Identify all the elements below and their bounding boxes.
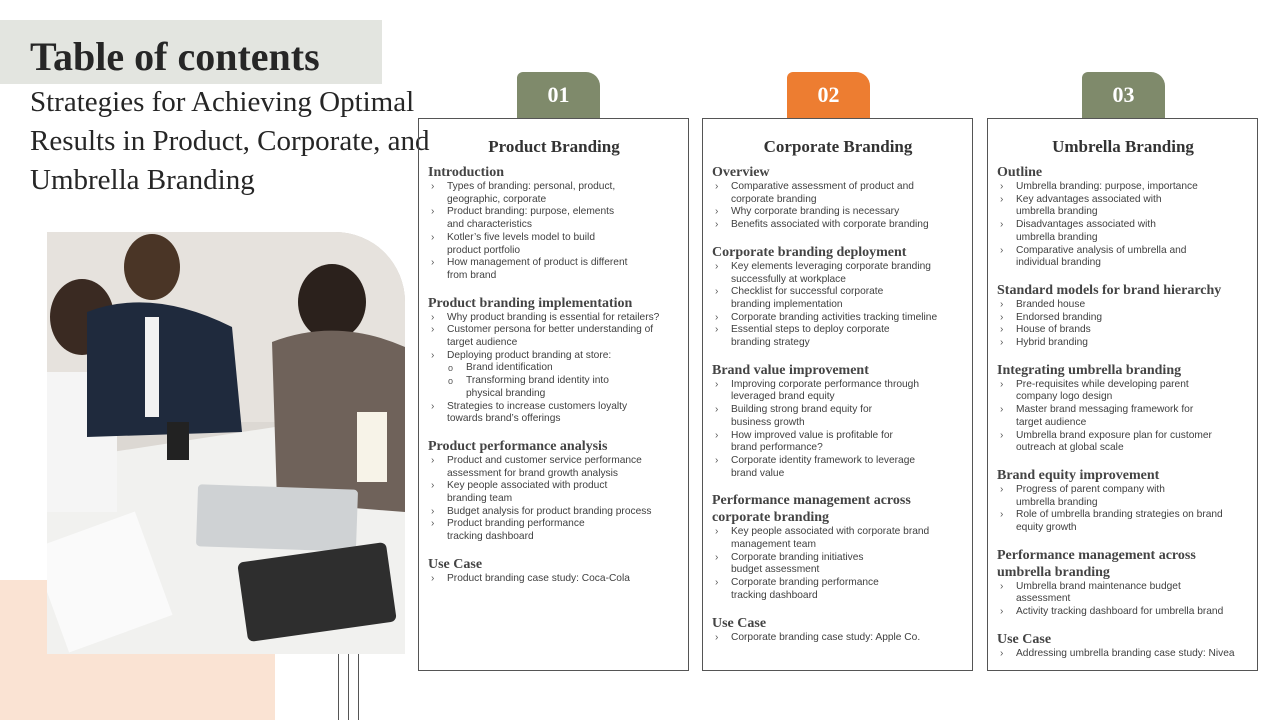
sub-list-item: o Transforming brand identity into physical branding (448, 375, 609, 399)
list-item: › Pre-requisites while developing parent company logo design (1000, 378, 1189, 403)
chevron-right-icon: › (431, 349, 435, 361)
list-item: › How improved value is profitable for brand performance? (715, 429, 893, 454)
list-item: › Product and customer service performance assessment for brand growth analysis (431, 454, 642, 479)
team-meeting-photo (47, 232, 405, 654)
chevron-right-icon: › (431, 206, 435, 218)
column-title: Product Branding (488, 137, 620, 156)
chevron-right-icon: › (431, 231, 435, 243)
chevron-right-icon: › (715, 404, 719, 416)
chevron-right-icon: › (1000, 298, 1004, 310)
section-performance-management-umbrella (997, 547, 1249, 619)
list-item: › Essential steps to deploy corporate branding strategy (715, 324, 890, 349)
section-title: Performance management across umbrella branding (997, 547, 1196, 580)
list-item: › Product branding: purpose, elements and characteristics (431, 206, 615, 231)
section-performance-management-corporate (712, 492, 964, 602)
section-title: Integrating umbrella branding (997, 362, 1182, 378)
column-corporate-branding (702, 118, 973, 671)
chevron-right-icon: › (431, 257, 435, 269)
list-item: › Branded house (1000, 298, 1086, 310)
section-title: Use Case (997, 631, 1052, 647)
chevron-right-icon: › (715, 429, 719, 441)
tab-01 (517, 72, 600, 118)
list-item: › Comparative analysis of umbrella and individual branding (1000, 244, 1187, 269)
list-item: › Umbrella branding: purpose, importance (1000, 181, 1198, 192)
page-subtitle: Strategies for Achieving Optimal Results in Product, Corporate, and Umbrella Branding (30, 86, 430, 196)
chevron-right-icon: › (431, 311, 435, 323)
section-title: Corporate branding deployment (712, 244, 907, 260)
chevron-right-icon: › (431, 181, 435, 192)
chevron-right-icon: › (715, 206, 719, 218)
section-title: Use Case (428, 556, 483, 572)
tab-number: 01 (547, 82, 570, 107)
section-title: Standard models for brand hierarchy (997, 282, 1222, 298)
list-item: › Umbrella brand maintenance budget assessment (1000, 580, 1181, 605)
section-title: Brand value improvement (712, 362, 869, 378)
chevron-right-icon: › (715, 311, 719, 323)
section-use-case (997, 631, 1249, 661)
list-item: › Improving corporate performance through leveraged brand equity (715, 378, 920, 403)
list-item: › How management of product is different from brand (431, 257, 628, 281)
section-overview (712, 164, 964, 232)
list-item: › Activity tracking dashboard for umbrella brand (1000, 606, 1224, 618)
chevron-right-icon: › (1000, 647, 1004, 659)
column-title: Umbrella Branding (1052, 137, 1194, 156)
list-item: › Progress of parent company with umbrella branding (1000, 483, 1165, 508)
list-item: › Product branding case study: Coca-Cola (431, 572, 630, 584)
chevron-right-icon: › (431, 505, 435, 517)
chevron-right-icon: › (1000, 509, 1004, 521)
chevron-right-icon: › (1000, 311, 1004, 323)
list-item: › Corporate branding performance tracking dashboard (715, 577, 879, 601)
chevron-right-icon: › (715, 181, 719, 192)
tab-number: 02 (817, 82, 840, 107)
list-item: › Key people associated with corporate brand management team (715, 526, 930, 551)
list-item: › Why product branding is essential for retailers? (431, 311, 660, 323)
chevron-right-icon: › (715, 286, 719, 298)
section-brand-value-improvement (712, 362, 964, 481)
list-item: › Corporate identity framework to leverage brand value (715, 454, 916, 479)
chevron-right-icon: › (715, 454, 719, 466)
chevron-right-icon: › (715, 324, 719, 336)
list-item: › Corporate branding activities tracking timeline (715, 311, 938, 323)
chevron-right-icon: › (715, 260, 719, 272)
section-integrating-umbrella (997, 362, 1249, 455)
tab-02 (787, 72, 870, 118)
list-item: › Key advantages associated with umbrella branding (1000, 193, 1162, 218)
section-use-case (712, 615, 964, 645)
section-title: Brand equity improvement (997, 467, 1160, 483)
tab-03 (1082, 72, 1165, 118)
list-item: › Corporate branding initiatives budget assessment (715, 551, 864, 576)
section-title: Overview (712, 165, 770, 180)
list-item: › Budget analysis for product branding process (431, 505, 652, 517)
chevron-right-icon: › (431, 572, 435, 584)
chevron-right-icon: › (1000, 244, 1004, 256)
section-introduction (428, 164, 680, 283)
chevron-right-icon: › (715, 577, 719, 589)
list-item: › Umbrella brand exposure plan for customer outreach at global scale (1000, 429, 1212, 454)
list-item: › Deploying product branding at store: o Brand identification o Transforming brand identity into physical branding (428, 350, 680, 401)
list-item: › Corporate branding case study: Apple Co. (715, 631, 921, 643)
list-item: › Disadvantages associated with umbrella branding (1000, 219, 1156, 243)
circle-bullet-icon: o (448, 376, 454, 387)
chevron-right-icon: › (431, 480, 435, 492)
column-product-branding (418, 118, 689, 671)
section-corporate-branding-deployment (712, 244, 964, 350)
chevron-right-icon: › (715, 219, 719, 231)
section-use-case (428, 556, 680, 586)
list-item: › Key people associated with product branding team (431, 480, 608, 505)
page-title: Table of contents (30, 34, 320, 79)
list-item: › Types of branding: personal, product, geographic, corporate (431, 181, 616, 205)
decorative-lines (338, 652, 362, 720)
section-product-performance-analysis (428, 438, 680, 544)
section-title: Performance management across corporate branding (712, 493, 911, 526)
section-title: Use Case (712, 615, 767, 631)
chevron-right-icon: › (431, 400, 435, 412)
list-item: › Checklist for successful corporate branding implementation (715, 286, 884, 310)
section-title: Outline (997, 165, 1043, 180)
list-item: › Addressing umbrella branding case study: Nivea (1000, 647, 1235, 659)
circle-bullet-icon: o (448, 363, 454, 374)
chevron-right-icon: › (1000, 193, 1004, 205)
list-item: › Product branding performance tracking dashboard (431, 518, 585, 543)
list-item: › Strategies to increase customers loyalty towards brand’s offerings (431, 400, 628, 425)
chevron-right-icon: › (715, 551, 719, 563)
sub-list-item: o Brand identification (448, 362, 553, 374)
list-item: › Comparative assessment of product and corporate branding (715, 181, 914, 205)
section-title: Introduction (428, 165, 504, 180)
chevron-right-icon: › (715, 378, 719, 390)
chevron-right-icon: › (1000, 219, 1004, 231)
column-umbrella-branding (987, 118, 1258, 671)
list-item: › Why corporate branding is necessary (715, 206, 900, 218)
chevron-right-icon: › (431, 324, 435, 336)
chevron-right-icon: › (715, 631, 719, 643)
section-standard-models (997, 282, 1249, 350)
section-outline (997, 164, 1249, 270)
section-brand-equity-improvement (997, 467, 1249, 535)
chevron-right-icon: › (1000, 606, 1004, 618)
list-item: › Hybrid branding (1000, 337, 1088, 349)
chevron-right-icon: › (1000, 429, 1004, 441)
chevron-right-icon: › (1000, 404, 1004, 416)
list-item: › Customer persona for better understanding of target audience (431, 324, 654, 349)
list-item: › Benefits associated with corporate branding (715, 219, 929, 231)
column-title: Corporate Branding (763, 137, 913, 156)
section-title: Product branding implementation (428, 295, 633, 311)
chevron-right-icon: › (1000, 337, 1004, 349)
section-title: Product performance analysis (428, 438, 608, 454)
chevron-right-icon: › (1000, 324, 1004, 336)
list-item: › Key elements leveraging corporate branding successfully at workplace (715, 260, 931, 285)
chevron-right-icon: › (431, 518, 435, 530)
chevron-right-icon: › (1000, 483, 1004, 495)
list-item: › Master brand messaging framework for target audience (1000, 404, 1194, 428)
list-item: › Building strong brand equity for business growth (715, 404, 873, 428)
list-item: › House of brands (1000, 324, 1091, 336)
chevron-right-icon: › (1000, 181, 1004, 192)
list-item: › Role of umbrella branding strategies on brand equity growth (1000, 509, 1223, 534)
chevron-right-icon: › (1000, 378, 1004, 390)
chevron-right-icon: › (431, 454, 435, 466)
tab-number: 03 (1112, 82, 1135, 107)
chevron-right-icon: › (1000, 580, 1004, 592)
list-item: › Kotler’s five levels model to build product portfolio (431, 231, 595, 256)
chevron-right-icon: › (715, 526, 719, 538)
list-item: › Endorsed branding (1000, 311, 1103, 323)
section-product-branding-implementation (428, 295, 680, 426)
